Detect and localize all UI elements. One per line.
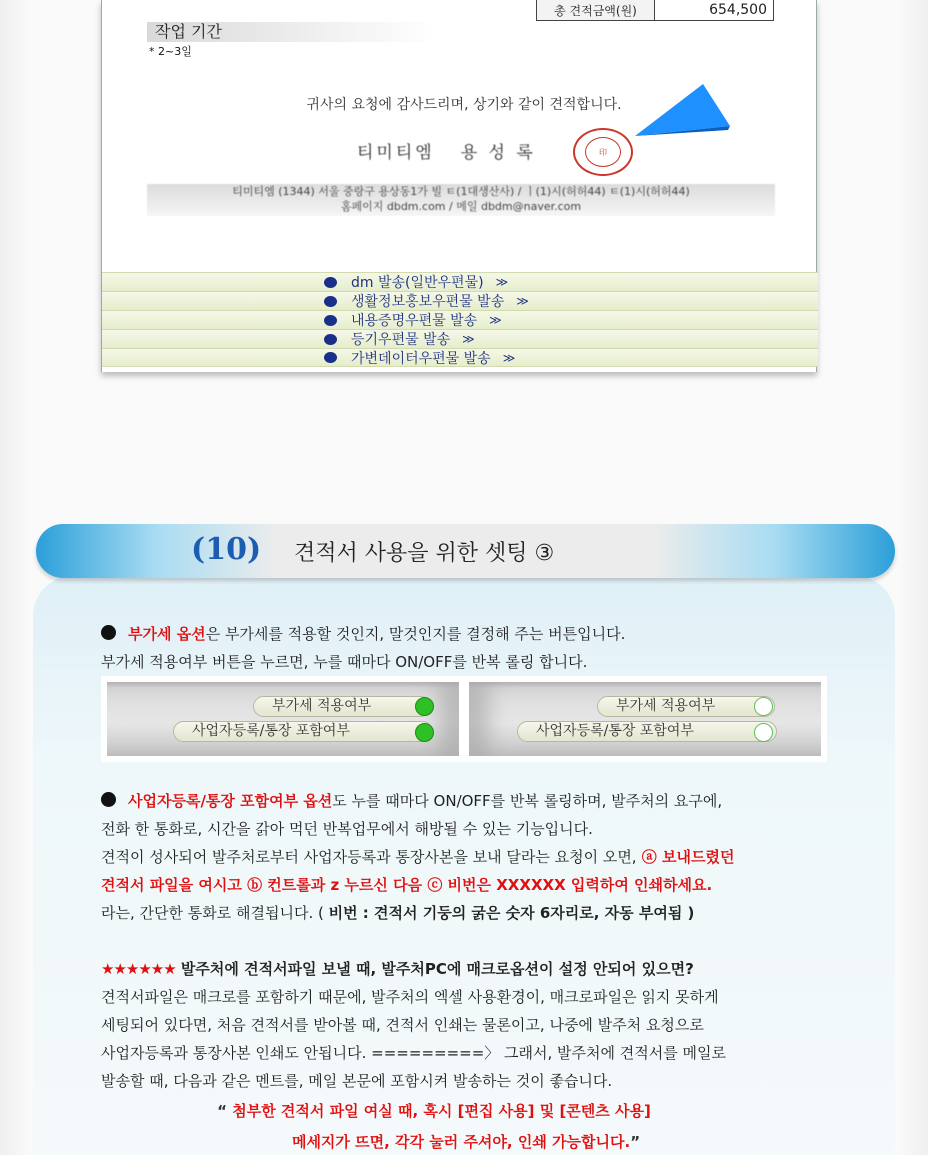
service-link-label: 가변데이터우편물 발송: [351, 350, 491, 367]
service-link-dm[interactable]: [102, 272, 818, 291]
biz-option-desc-3: 견적이 성사되어 발주처로부터 사업자등록과 통장사본을 보내 달라는 요청이 오면,: [101, 848, 637, 866]
page-left-edge: [0, 0, 30, 1155]
macro-warning-paragraph: [101, 955, 726, 1095]
service-link-living-info[interactable]: [102, 291, 818, 310]
service-link-label: dm 발송(일반우편물): [351, 275, 484, 291]
biz-toggle-button[interactable]: [173, 721, 433, 742]
biz-option-paragraph: [101, 787, 734, 927]
biz-option-name: 사업자등록/통장 포함여부 옵션: [128, 792, 333, 810]
page-right-edge: [898, 0, 928, 1155]
work-period-note: * 2~3일: [149, 45, 192, 58]
section-title: 견적서 사용을 위한 셋팅 ③: [294, 541, 555, 566]
bullet-dot-icon: [324, 352, 337, 363]
thanks-message: 귀사의 요청에 감사드리며, 상기와 같이 견적합니다.: [306, 97, 622, 113]
biz-off-indicator-icon: [754, 723, 773, 742]
biz-option-step-a: ⓐ 보내드렸던: [636, 848, 735, 866]
biz-toggle-label: 사업자등록/통장 포함여부: [192, 723, 350, 739]
toggle-screenshot-on: [107, 682, 459, 756]
mail-quote-text-2: 메세지가 뜨면, 각각 눌러 주셔야, 인쇄 가능합니다.: [291, 1133, 631, 1151]
company-seal-inner: 印: [585, 137, 621, 167]
total-amount-value: 654,500: [709, 2, 767, 18]
contact-address: 티미티엠 (1344) 서울 중랑구 용상동1가 빌 ㅌ(1대생산사) / ㅣ(1)시(허허44) ㅌ(1)시(허허44): [232, 185, 690, 198]
vat-off-indicator-icon: [754, 697, 773, 716]
service-link-label: 등기우편물 발송: [351, 332, 451, 348]
macro-warning-line-2: 견적서파일은 매크로를 포함하기 때문에, 발주처의 엑셀 사용환경이, 매크로파일은 읽지 못하게: [101, 988, 719, 1006]
mail-quote-text-1: 첨부한 견적서 파일 여실 때, 혹시 [편집 사용] 및 [콘텐츠 사용]: [227, 1102, 651, 1120]
vat-toggle-button[interactable]: [253, 696, 431, 717]
toggle-screenshot-off: [469, 682, 821, 756]
vat-option-paragraph: [101, 620, 625, 676]
bullet-dot-icon: [101, 625, 116, 640]
biz-toggle-label: 사업자등록/통장 포함여부: [536, 723, 694, 739]
company-contact-strip: [147, 184, 775, 216]
ceo-name: 용 성 록: [460, 143, 536, 163]
password-note: 비번 : 견적서 기둥의 굵은 숫자 6자리로, 자동 부여됨 ): [328, 904, 695, 922]
biz-option-desc-2: 전화 한 통화로, 시간을 갉아 먹던 반복업무에서 해방될 수 있는 기능입니다.: [101, 820, 593, 838]
service-link-label: 내용증명우편물 발송: [351, 313, 478, 329]
bullet-dot-icon: [101, 792, 116, 807]
biz-option-steps: 견적서 파일을 여시고 ⓑ 컨트롤과 z 누르신 다음 ⓒ 비번은 XXXXXX 입력하여 인쇄하세요.: [101, 876, 713, 894]
vat-on-indicator-icon: [415, 697, 434, 716]
section-heading-banner: [36, 524, 895, 578]
biz-option-desc: 도 누를 때마다 ON/OFF를 반복 롤링하며, 발주처의 요구에,: [332, 792, 723, 810]
section-number: (10): [191, 532, 262, 567]
mail-quote-line-1: [0, 1100, 928, 1121]
vat-toggle-label: 부가세 적용여부: [616, 698, 716, 714]
service-link-variable-data[interactable]: [102, 348, 818, 367]
total-amount-box: [536, 0, 774, 21]
work-period-title: 작업 기간: [147, 22, 437, 42]
estimate-sheet: [101, 0, 817, 372]
biz-toggle-button[interactable]: [517, 721, 777, 742]
biz-option-desc-5: 라는, 간단한 통화로 해결됩니다. (: [101, 904, 329, 922]
star-rating-icon: ★★★★★★: [101, 960, 176, 978]
service-link-registered[interactable]: [102, 329, 818, 348]
vat-toggle-label: 부가세 적용여부: [272, 698, 372, 714]
macro-warning-line-3: 세팅되어 있다면, 처음 견적서를 받아볼 때, 견적서 인쇄는 물론이고, 나중에 발주처 요청으로: [101, 1016, 704, 1034]
service-link-certified[interactable]: [102, 310, 818, 329]
company-name: 티미티엠: [357, 143, 435, 163]
toggle-screenshots: [101, 676, 827, 762]
double-arrow-icon: ≫: [462, 332, 475, 346]
double-arrow-icon: ≫: [489, 313, 502, 327]
vat-toggle-button[interactable]: [597, 696, 775, 717]
bullet-dot-icon: [324, 315, 337, 326]
bullet-dot-icon: [324, 334, 337, 345]
company-seal-icon: [573, 128, 633, 176]
macro-warning-headline: 발주처에 견적서파일 보낼 때, 발주처PC에 매크로옵션이 설정 안되어 있으면?: [175, 960, 694, 978]
double-arrow-icon: ≫: [495, 275, 509, 289]
bullet-dot-icon: [324, 296, 337, 307]
contact-web-mail: 홈페이지 dbdm.com / 메일 dbdm@naver.com: [340, 200, 582, 213]
macro-warning-line-5: 발송할 때, 다음과 같은 멘트를, 메일 본문에 포함시켜 발송하는 것이 좋습니다.: [101, 1072, 613, 1090]
vat-option-desc-2: 부가세 적용여부 버튼을 누르면, 누를 때마다 ON/OFF를 반복 롤링 합니다.: [101, 653, 588, 671]
total-amount-label: 총 견적금액(원): [537, 0, 655, 20]
service-link-label: 생활정보홍보우편물 발송: [351, 294, 505, 310]
service-link-list: [102, 272, 818, 367]
bullet-dot-icon: [324, 277, 337, 288]
close-quote-mark: ”: [630, 1133, 641, 1151]
double-arrow-icon: ≫: [502, 350, 516, 365]
open-quote-mark: “: [217, 1102, 227, 1120]
biz-on-indicator-icon: [415, 723, 434, 742]
vat-option-name: 부가세 옵션: [128, 625, 206, 643]
company-signature: [357, 138, 536, 163]
double-arrow-icon: ≫: [516, 294, 529, 308]
vat-option-desc: 은 부가세를 적용할 것인지, 말것인지를 결정해 주는 버튼입니다.: [205, 625, 626, 643]
macro-warning-line-4: 사업자등록과 통장사본 인쇄도 안됩니다. =========〉 그래서, 발주처에 견적서를 메일로: [101, 1044, 726, 1062]
mail-quote-line-2: [0, 1131, 928, 1152]
pointer-arrow-icon: [635, 84, 730, 140]
